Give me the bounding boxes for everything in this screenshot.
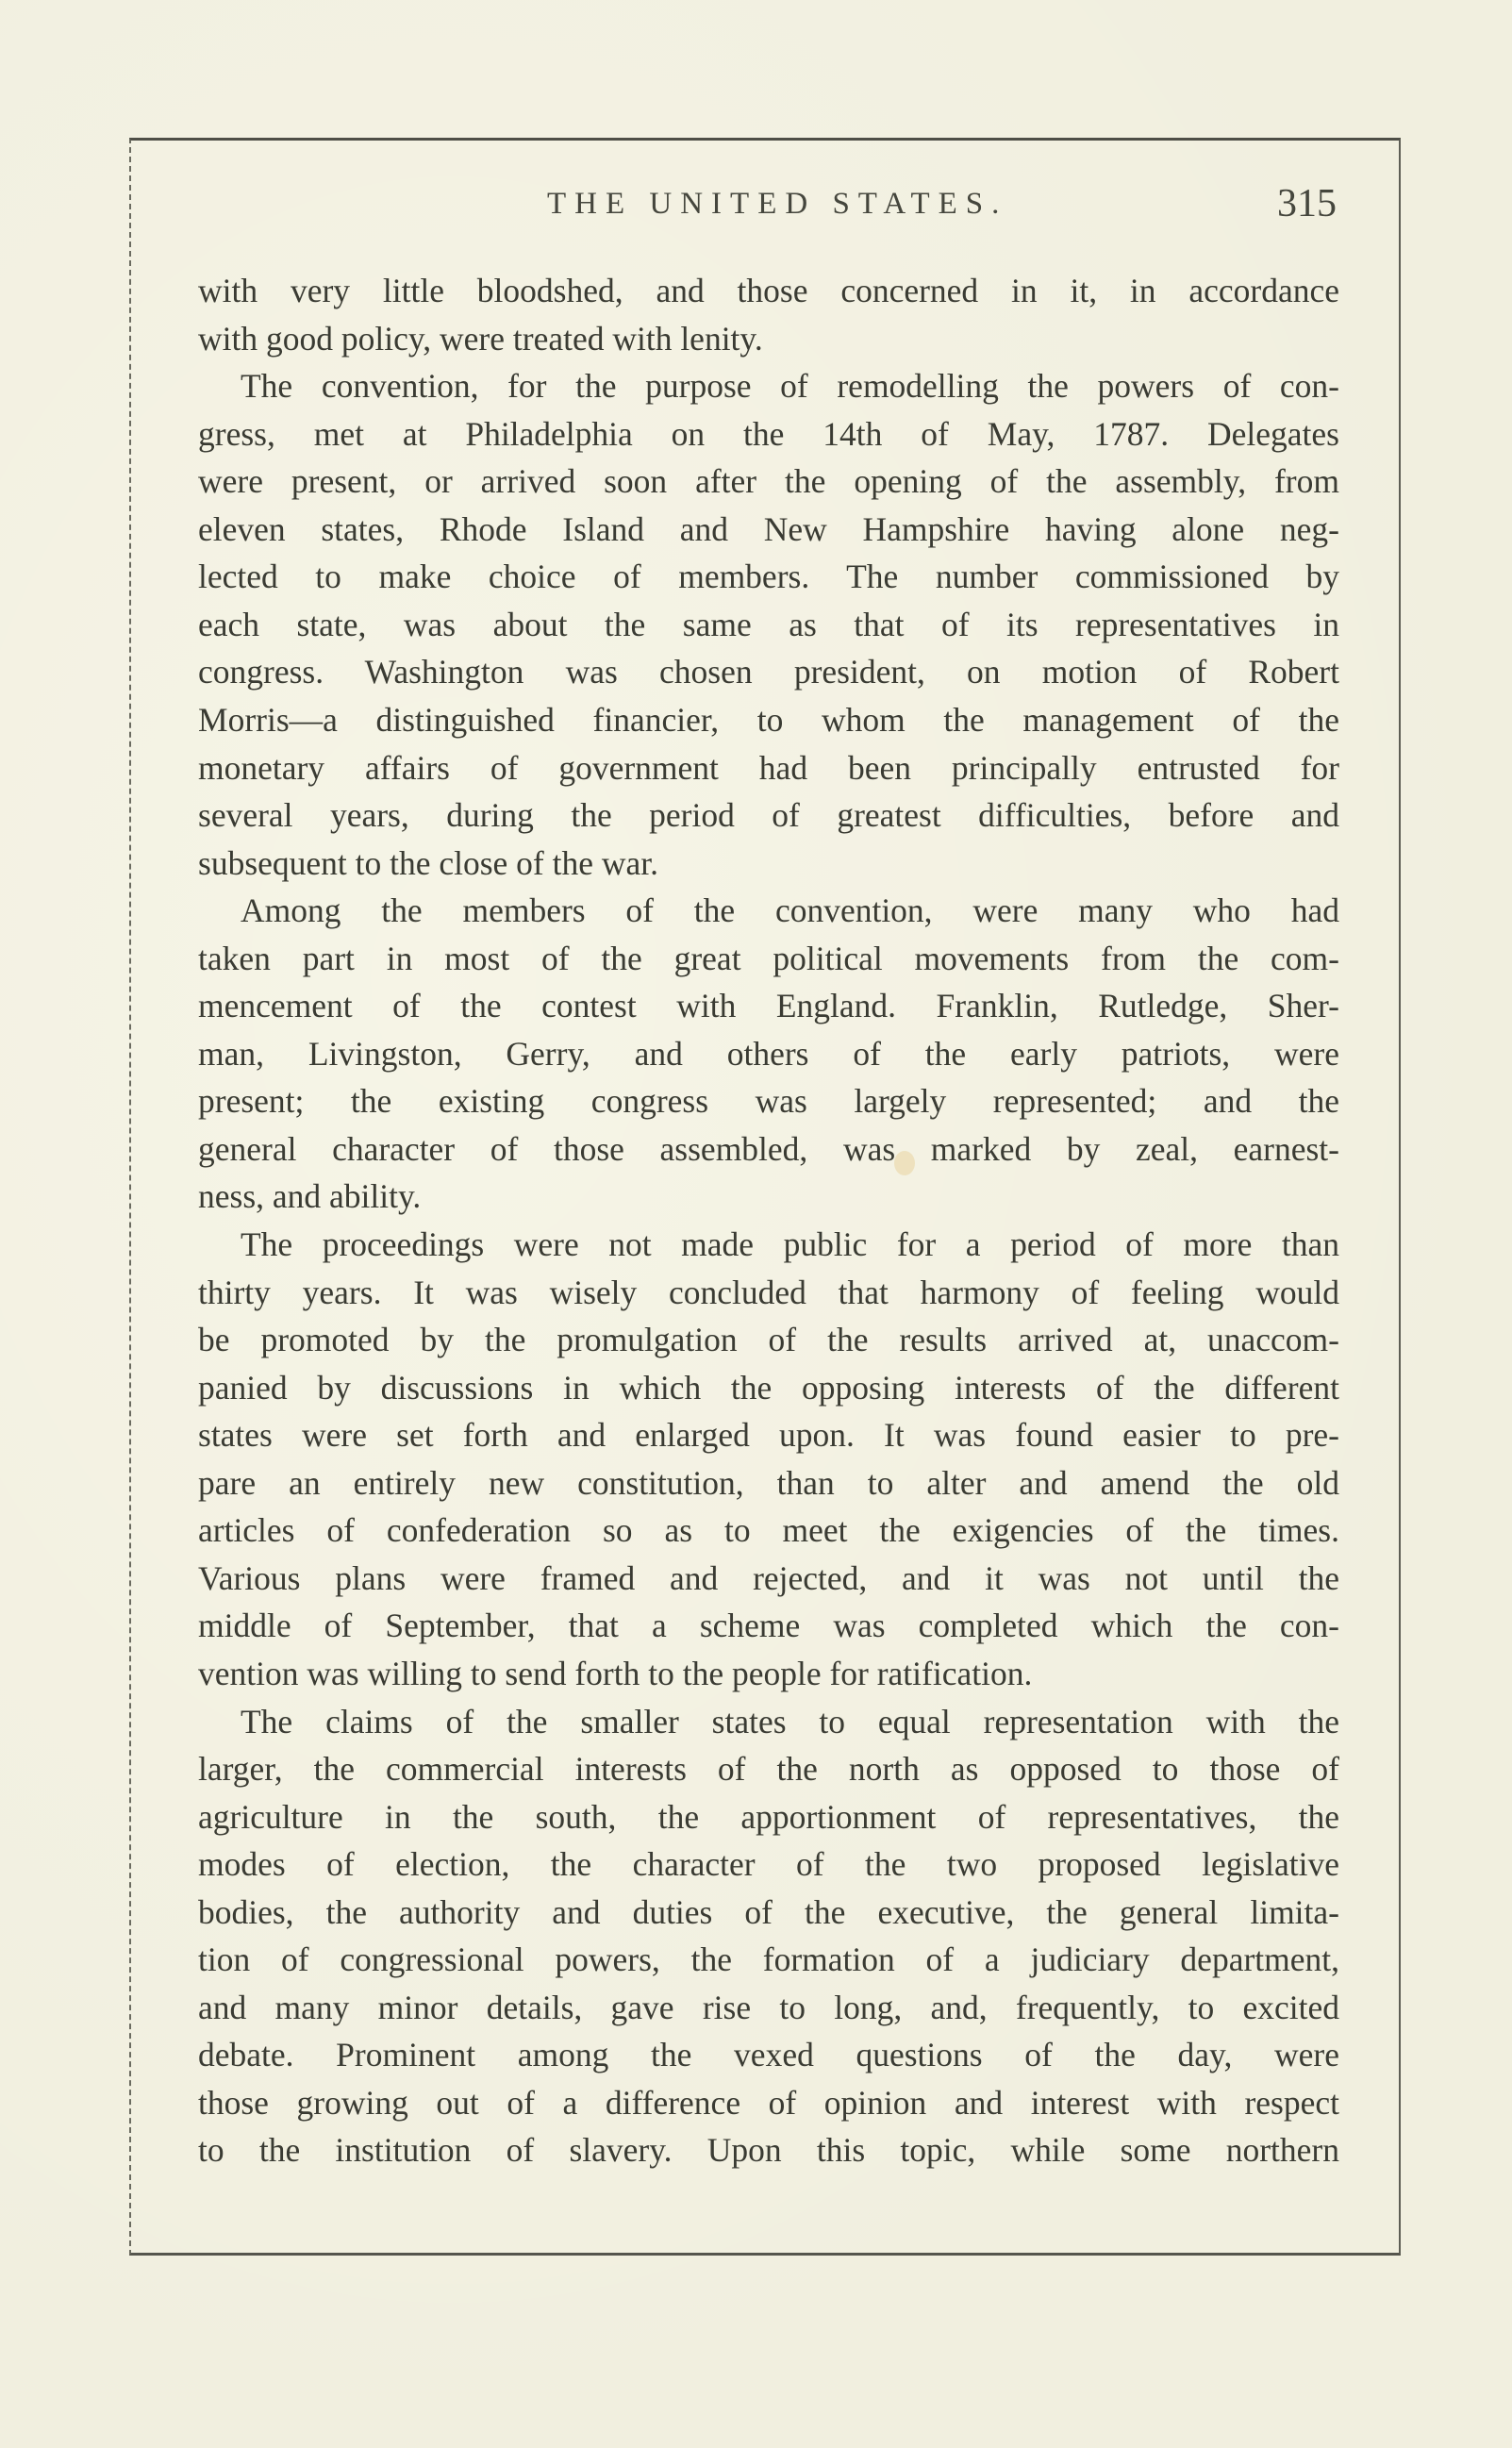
text-line: panied by discussions in which the opposing interests of the different — [198, 1368, 1339, 1407]
text-line: Morris—a distinguished financier, to whom the management of the — [198, 700, 1339, 739]
text-line: man, Livingston, Gerry, and others of the early patriots, were — [198, 1034, 1339, 1073]
text-line: taken part in most of the great political movements from the com- — [198, 939, 1339, 977]
text-line: be promoted by the promulgation of the results arrived at, unaccom- — [198, 1321, 1339, 1359]
text-line: monetary affairs of government had been principally entrusted for — [198, 748, 1339, 787]
text-line: with very little bloodshed, and those concerned in it, in accordance — [198, 272, 1339, 309]
text-line: eleven states, Rhode Island and New Hampshire having alone neg- — [198, 509, 1339, 548]
text-line: subsequent to the close of the war. — [198, 843, 659, 882]
text-line: middle of September, that a scheme was completed which the con- — [198, 1607, 1339, 1645]
text-line: larger, the commercial interests of the north as opposed to those of — [198, 1750, 1339, 1789]
text-line: with good policy, were treated with lenity. — [198, 319, 763, 358]
text-line: each state, was about the same as that of its representatives in — [198, 605, 1339, 643]
text-line: articles of confederation so as to meet the exigencies of the times. — [198, 1511, 1339, 1550]
paragraph-first-line: The proceedings were not made public for a period of more than — [241, 1225, 1339, 1263]
text-line: tion of congressional powers, the formation of a judiciary department, — [198, 1940, 1339, 1979]
text-line: pare an entirely new constitution, than to alter and amend the old — [198, 1463, 1339, 1502]
paragraph-first-line: The claims of the smaller states to equal representation with the — [241, 1702, 1339, 1740]
text-line: ness, and ability. — [198, 1177, 422, 1216]
page-number: 315 — [1277, 182, 1337, 225]
text-line: general character of those assembled, was marked by zeal, earnest- — [198, 1129, 1339, 1168]
text-line: those growing out of a difference of opinion and interest with respect — [198, 2083, 1339, 2122]
text-line: were present, or arrived soon after the opening of the assembly, from — [198, 462, 1339, 501]
text-line: thirty years. It was wisely concluded that harmony of feeling would — [198, 1273, 1339, 1311]
text-line: modes of election, the character of the two proposed legislative — [198, 1845, 1339, 1884]
text-line: vention was willing to send forth to the people for ratification. — [198, 1654, 1033, 1692]
text-line: and many minor details, gave rise to long, and, frequently, to excited — [198, 1988, 1339, 2026]
text-line: mencement of the contest with England. Franklin, Rutledge, Sher- — [198, 987, 1339, 1025]
running-head: THE UNITED STATES. — [547, 187, 1008, 221]
paragraph-first-line: The convention, for the purpose of remodelling the powers of con- — [241, 367, 1339, 406]
text-line: congress. Washington was chosen president, on motion of Robert — [198, 653, 1339, 691]
text-line: several years, during the period of greatest difficulties, before and — [198, 796, 1339, 835]
text-line: debate. Prominent among the vexed questions of the day, were — [198, 2036, 1339, 2074]
text-line: Various plans were framed and rejected, and it was not until the — [198, 1558, 1339, 1597]
text-line: lected to make choice of members. The number commissioned by — [198, 558, 1339, 596]
text-line: present; the existing congress was largely represented; and the — [198, 1082, 1339, 1121]
paragraph-first-line: Among the members of the convention, were many who had — [241, 891, 1339, 930]
text-line: bodies, the authority and duties of the executive, the general limita- — [198, 1892, 1339, 1931]
text-line: to the institution of slavery. Upon this topic, while some northern — [198, 2131, 1339, 2170]
text-line: gress, met at Philadelphia on the 14th of May, 1787. Delegates — [198, 414, 1339, 453]
text-line: agriculture in the south, the apportionment of representatives, the — [198, 1797, 1339, 1836]
text-line: states were set forth and enlarged upon. It was found easier to pre- — [198, 1416, 1339, 1455]
